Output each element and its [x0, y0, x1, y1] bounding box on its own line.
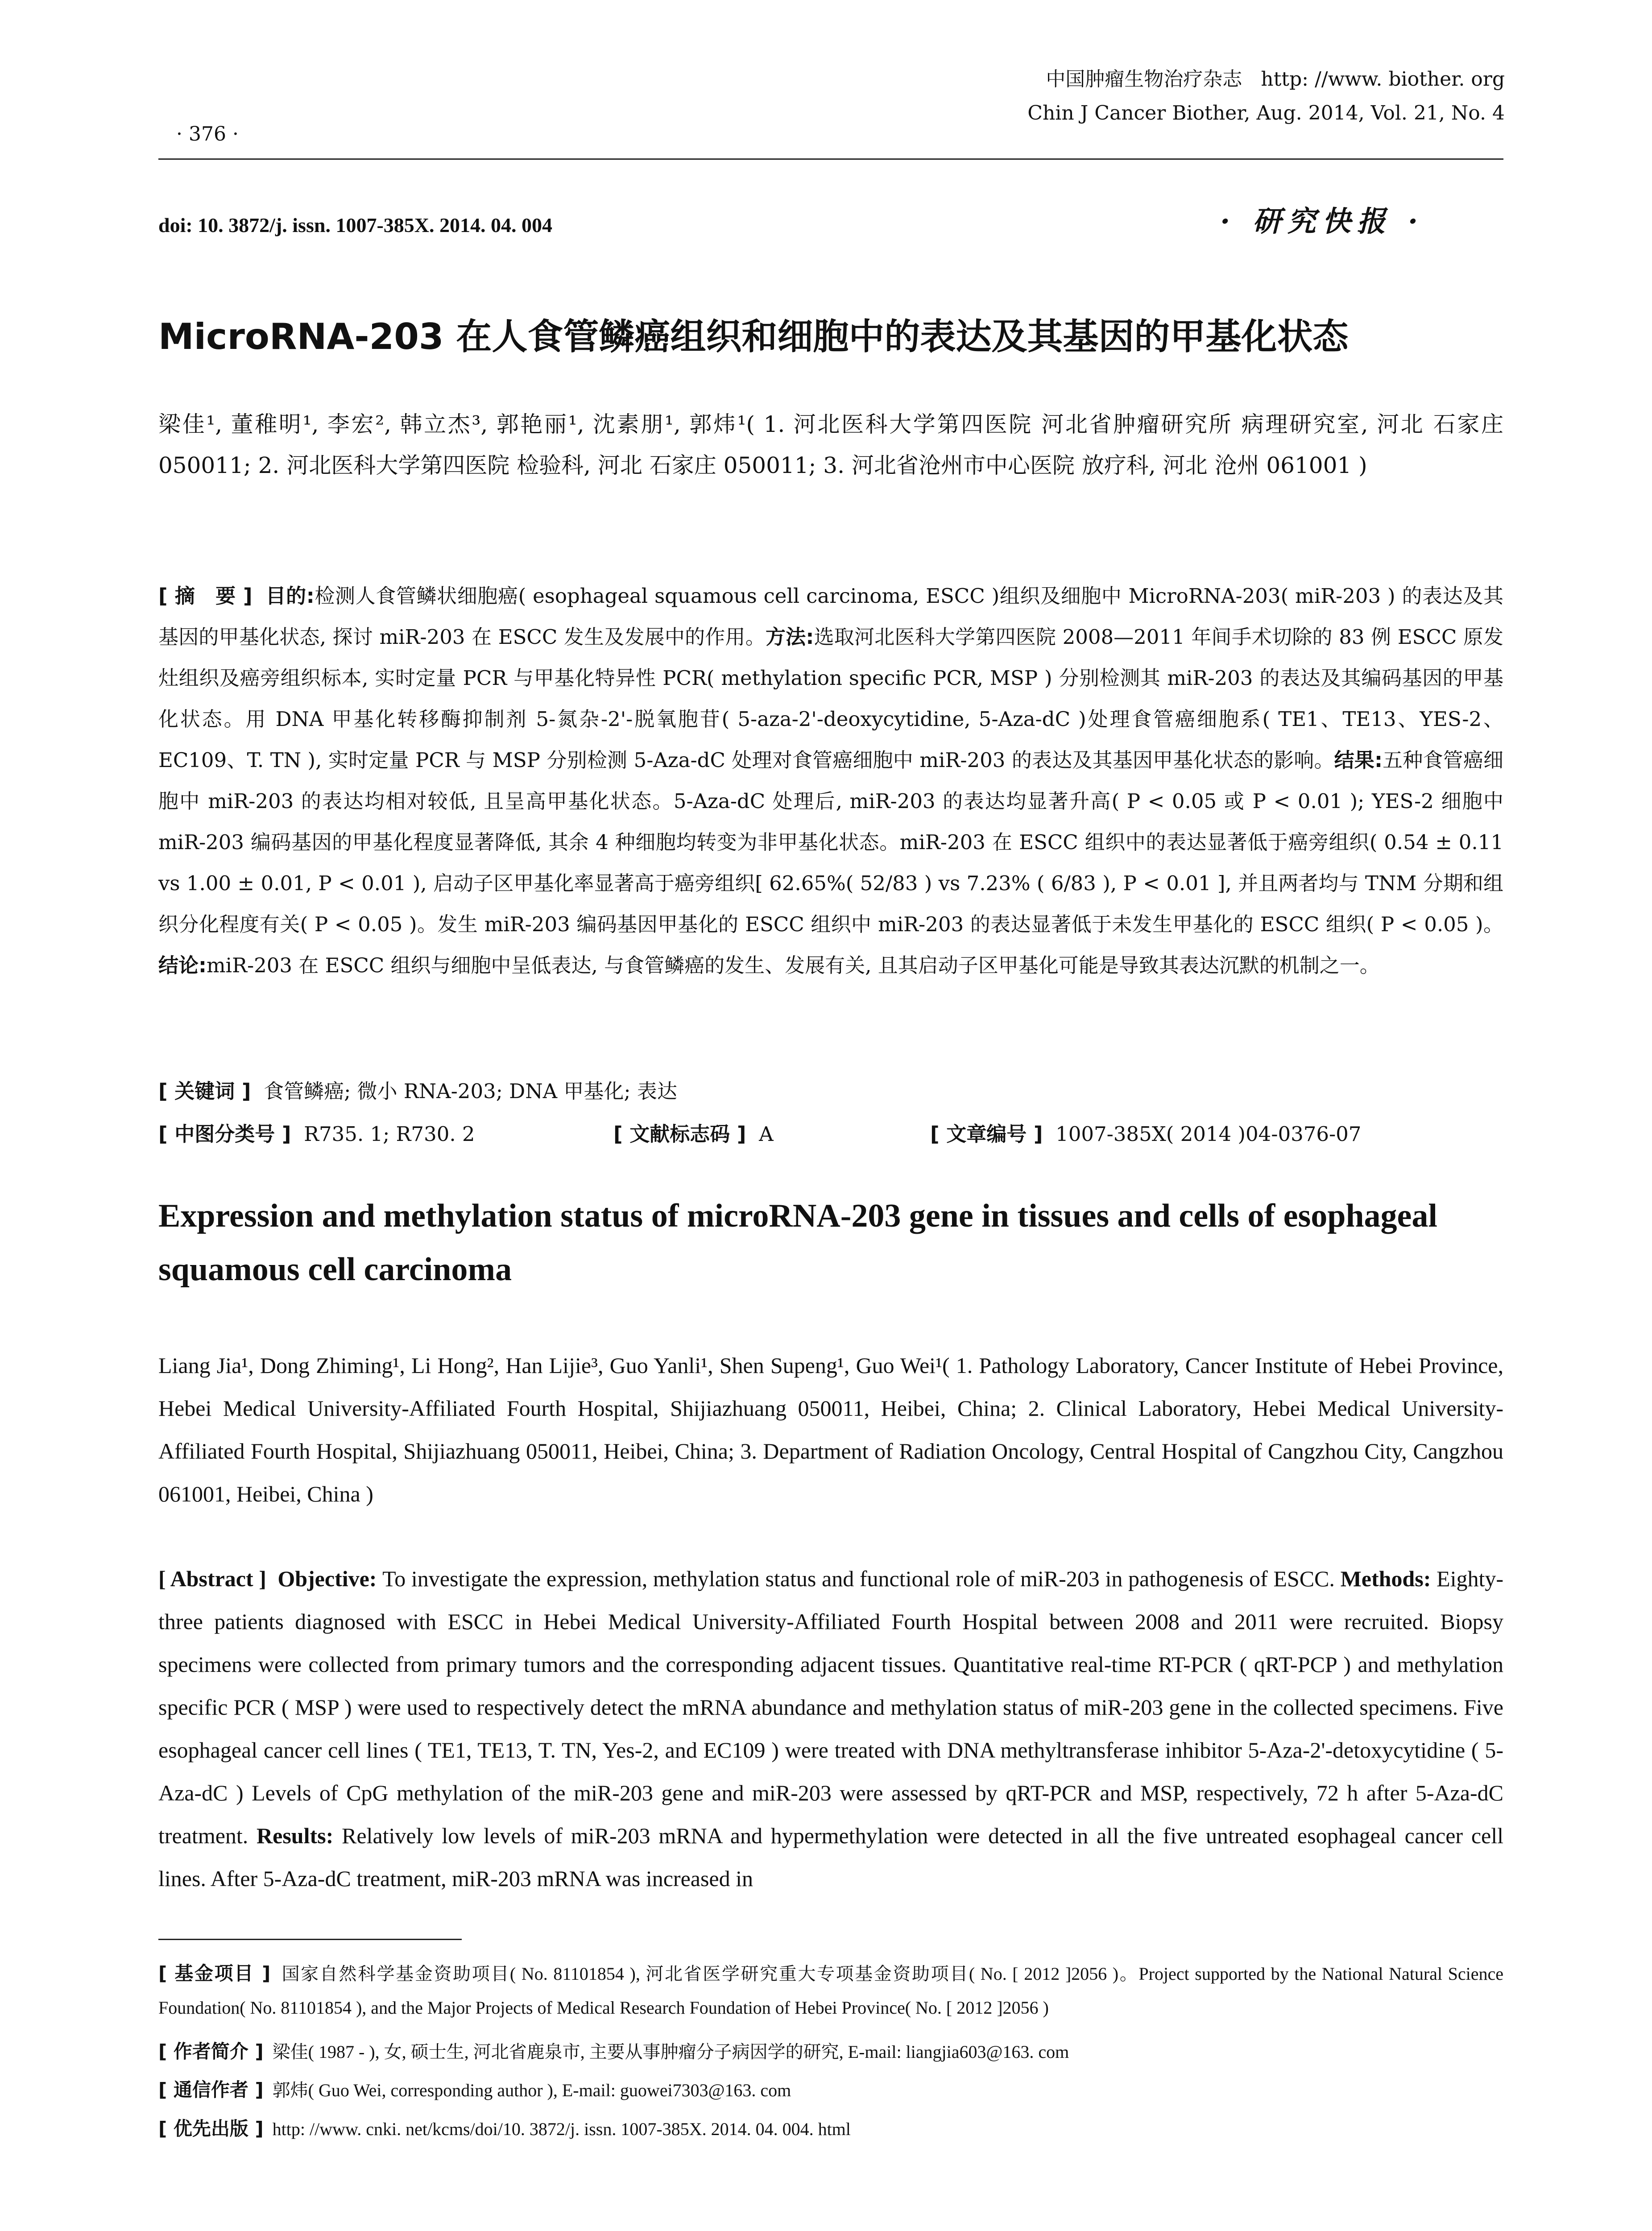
section-label: · 研究快报 ·	[1220, 205, 1424, 238]
corr-label: [ 通信作者 ]	[158, 2079, 264, 2101]
article-value: 1007-385X( 2014 )04-0376-07	[1056, 1122, 1362, 1146]
methods-en-label: Methods:	[1340, 1566, 1431, 1591]
online-link[interactable]: http: //www. cnki. net/kcms/doi/10. 3872/j. issn. 1007-385X. 2014. 04. 004. html	[272, 2119, 851, 2139]
abstract-en-label: [ Abstract ]	[158, 1566, 266, 1591]
document-code	[613, 1114, 774, 1155]
fund-label: [ 基金项目 ]	[158, 1962, 271, 1984]
authors-en: Liang Jia¹, Dong Zhiming¹, Li Hong², Han Lijie³, Guo Yanli¹, Shen Supeng¹, Guo Wei¹( 1. Pathology Laboratory, Cancer Institute of Hebei Province, Hebei Medical University-Affiliated Fourth Hospital, Shijiazhuang 050011, Heibei, China; 2. Clinical Laboratory, Hebei Medical University-Affiliated Fourth Hospital, Shijiazhuang 050011, Heibei, China; 3. Department of Radiation Oncology, Central Hospital of Cangzhou City, Cangzhou 061001, Heibei, China )	[158, 1353, 1503, 1506]
journal-url[interactable]: http: //www. biother. org	[1261, 68, 1505, 91]
objective-cn: 检测人食管鳞状细胞癌( esophageal squamous cell carcinoma, ESCC )组织及细胞中 MicroRNA-203( miR-203 ) 的表达及其基因的甲基化状态, 探讨 miR-203 在 ESCC 发生及发展中的作用。	[158, 584, 1504, 649]
keywords-value: 食管鳞癌; 微小 RNA-203; DNA 甲基化; 表达	[264, 1079, 677, 1103]
methods-en: Eighty-three patients diagnosed with ESCC in Hebei Medical University-Affiliated Fourth Hospital between 2008 and 2011 were recruited. Biopsy specimens were collected from primary tumors and the corresponding adjacent tissues. Quantitative real-time RT-PCR ( qRT-PCP ) and methylation specific PCR ( MSP ) were used to respectively detect the mRNA abundance and methylation status of miR-203 gene in the collected specimens. Five esophageal cancer cell lines ( TE1, TE13, T. TN, Yes-2, and EC109 ) were treated with DNA methyltransferase inhibitor 5-Aza-2'-detoxycytidine ( 5-Aza-dC ) Levels of CpG methylation of the miR-203 gene and miR-203 were assessed by qRT-PCR and MSP, respectively, 72 h after 5-Aza-dC treatment.	[158, 1566, 1504, 1848]
title-en: Expression and methylation status of microRNA-203 gene in tissues and cells of esophageal squamous cell carcinoma	[158, 1198, 1437, 1288]
title-cn: MicroRNA-203 在人食管鳞癌组织和细胞中的表达及其基因的甲基化状态	[158, 316, 1349, 357]
running-header	[1027, 67, 1505, 126]
footnote-fund	[158, 1957, 1503, 2025]
footnote-corresponding	[158, 2073, 1503, 2107]
results-cn-label: 结果:	[1334, 748, 1383, 772]
clc-label: [ 中图分类号 ]	[158, 1122, 291, 1146]
clc-code	[158, 1114, 475, 1155]
corr-text: 郭炜( Guo Wei, corresponding author ), E-mail: guowei7303@163. com	[272, 2080, 791, 2100]
author-label: [ 作者简介 ]	[158, 2040, 264, 2062]
results-en-label: Results:	[257, 1823, 334, 1848]
header-rule	[158, 158, 1503, 160]
abstract-en	[158, 1557, 1503, 1900]
methods-cn: 选取河北医科大学第四医院 2008—2011 年间手术切除的 83 例 ESCC 原发灶组织及癌旁组织标本, 实时定量 PCR 与甲基化特异性 PCR( methylation specific PCR, MSP ) 分别检测其 miR-203 的表达及其编码基因的甲基化状态。用 DNA 甲基化转移酶抑制剂 5-氮杂-2'-脱氧胞苷( 5-aza-2'-deoxycytidine, 5-Aza-dC )处理食管癌细胞系( TE1、TE13、YES-2、EC109、T. TN ), 实时定量 PCR 与 MSP 分别检测 5-Aza-dC 处理对食管癌细胞中 miR-203 的表达及其基因甲基化状态的影响。	[158, 625, 1503, 772]
clc-value: R735. 1; R730. 2	[304, 1122, 475, 1146]
doi[interactable]: doi: 10. 3872/j. issn. 1007-385X. 2014. 04. 004	[158, 214, 552, 236]
conclusion-cn: miR-203 在 ESCC 组织与细胞中呈低表达, 与食管鳞癌的发生、发展有关, 且其启动子区甲基化可能是导致其表达沉默的机制之一。	[207, 954, 1380, 977]
footnote-online	[158, 2112, 1503, 2146]
results-en: Relatively low levels of miR-203 mRNA and hypermethylation were detected in all the five untreated esophageal cancer cell lines. After 5-Aza-dC treatment, miR-203 mRNA was increased in	[158, 1823, 1503, 1891]
objective-en: To investigate the expression, methylation status and functional role of miR-203 in pathogenesis of ESCC.	[382, 1566, 1335, 1591]
footnote-rule	[158, 1939, 462, 1940]
authors-cn: 梁佳¹, 董稚明¹, 李宏², 韩立杰³, 郭艳丽¹, 沈素朋¹, 郭炜¹( 1. 河北医科大学第四医院 河北省肿瘤研究所 病理研究室, 河北 石家庄 050011; 2. 河北医科大学第四医院 检验科, 河北 石家庄 050011; 3. 河北省沧州市中心医院 放疗科, 河北 沧州 061001 )	[158, 411, 1503, 478]
fund-text: 国家自然科学基金资助项目( No. 81101854 ), 河北省医学研究重大专项基金资助项目( No. [ 2012 ]2056 )。Project supported by the National Natural Science Foundation( No. 81101854 ), and the Major Projects of Medical Research Foundation of Hebei Province( No. [ 2012 ]2056 )	[158, 1964, 1504, 2018]
results-cn: 五种食管癌细胞中 miR-203 的表达均相对较低, 且呈高甲基化状态。5-Aza-dC 处理后, miR-203 的表达均显著升高( P < 0.05 或 P < 0.01 ); YES-2 细胞中 miR-203 编码基因的甲基化程度显著降低, 其余 4 种细胞均转变为非甲基化状态。miR-203 在 ESCC 组织中的表达显著低于癌旁组织( 0.54 ± 0.11 vs 1.00 ± 0.01, P < 0.01 ), 启动子区甲基化率显著高于癌旁组织[ 62.65%( 52/83 ) vs 7.23% ( 6/83 ), P < 0.01 ], 并且两者均与 TNM 分期和组织分化程度有关( P < 0.05 )。发生 miR-203 编码基因甲基化的 ESCC 组织中 miR-203 的表达显著低于未发生甲基化的 ESCC 组织( P < 0.05 )。	[158, 748, 1503, 936]
article-label: [ 文章编号 ]	[930, 1122, 1043, 1146]
objective-en-label: Objective:	[277, 1566, 377, 1591]
keywords	[158, 1071, 677, 1112]
doc-value: A	[759, 1122, 774, 1146]
objective-cn-label: 目的:	[265, 584, 315, 608]
footnote-author	[158, 2035, 1503, 2069]
doc-label: [ 文献标志码 ]	[613, 1122, 746, 1146]
methods-cn-label: 方法:	[765, 625, 814, 649]
page-number: · 376 ·	[176, 123, 239, 145]
abstract-cn	[158, 576, 1503, 986]
conclusion-cn-label: 结论:	[158, 954, 207, 977]
online-label: [ 优先出版 ]	[158, 2118, 264, 2140]
article-number	[930, 1114, 1361, 1155]
abstract-cn-label: [ 摘 要 ]	[158, 584, 253, 608]
journal-title-cn: 中国肿瘤生物治疗杂志	[1046, 68, 1242, 91]
author-text: 梁佳( 1987 - ), 女, 硕士生, 河北省鹿泉市, 主要从事肿瘤分子病因学的研究, E-mail: liangjia603@163. com	[272, 2042, 1069, 2062]
keywords-label: [ 关键词 ]	[158, 1079, 251, 1103]
journal-citation: Chin J Cancer Biother, Aug. 2014, Vol. 21, No. 4	[1027, 102, 1505, 124]
